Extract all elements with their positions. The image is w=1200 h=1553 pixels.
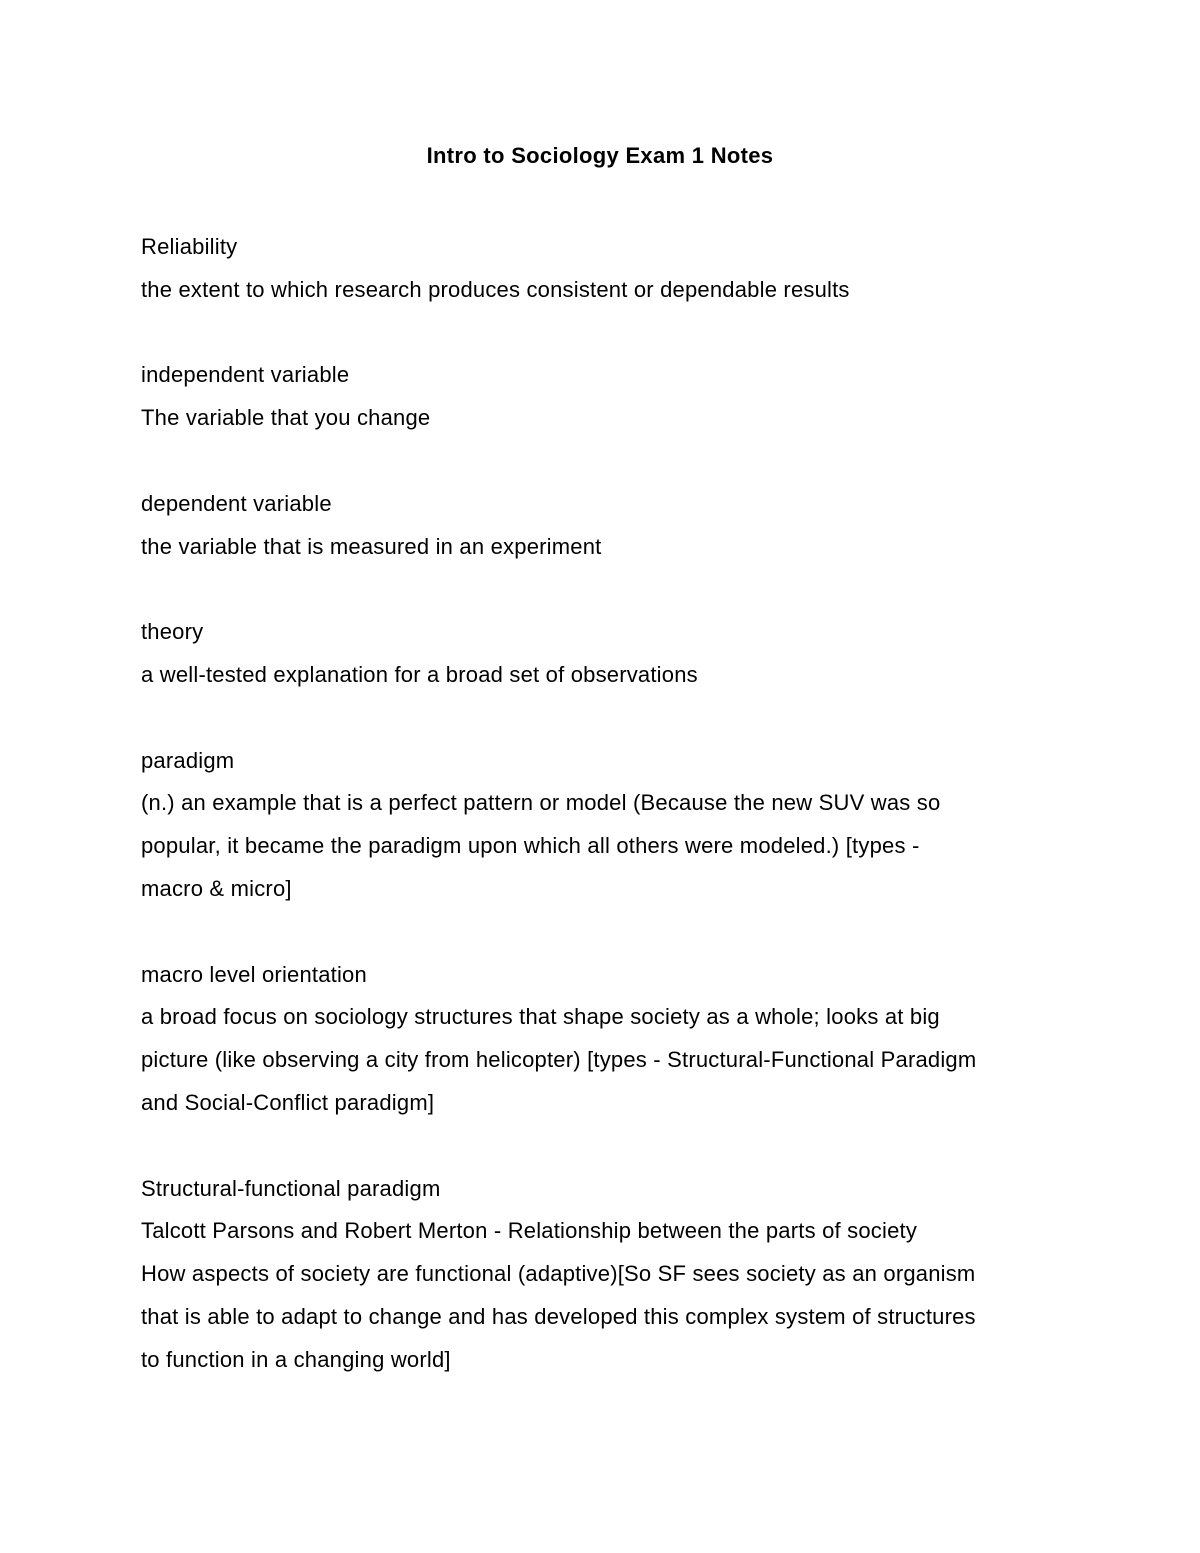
definition-line: a broad focus on sociology structures that shape society as a whole; looks at big [141, 1004, 940, 1030]
term-macro-level-orientation: macro level orientation [141, 961, 367, 987]
term-dependent-variable: dependent variable [141, 490, 332, 516]
definition-line: to function in a changing world] [141, 1346, 451, 1372]
paragraph-spacer [141, 1125, 1081, 1168]
paragraph-spacer [141, 312, 1081, 355]
definition-line: macro & micro] [141, 875, 292, 901]
definition-line: How aspects of society are functional (adaptive)[So SF sees society as an organism [141, 1261, 976, 1287]
paragraph-spacer [141, 911, 1081, 954]
term-theory: theory [141, 619, 204, 645]
definition-line: picture (like observing a city from helicopter) [types - Structural-Functional Paradigm [141, 1047, 977, 1073]
definition-line: the variable that is measured in an experiment [141, 533, 602, 559]
definition-line: and Social-Conflict paradigm] [141, 1089, 435, 1115]
definition-line: popular, it became the paradigm upon which all others were modeled.) [types - [141, 833, 920, 859]
paragraph-spacer [141, 440, 1081, 483]
term-reliability: Reliability [141, 234, 238, 259]
definition-line: the extent to which research produces consistent or dependable results [141, 276, 850, 302]
definition-line: The variable that you change [141, 405, 431, 431]
definition-line: Talcott Parsons and Robert Merton - Relationship between the parts of society [141, 1218, 918, 1244]
paragraph-spacer [141, 568, 1081, 611]
definition-line: (n.) an example that is a perfect pattern or model (Because the new SUV was so [141, 790, 941, 816]
term-independent-variable: independent variable [141, 362, 350, 388]
definition-line: that is able to adapt to change and has developed this complex system of structures [141, 1303, 976, 1329]
page-title: Intro to Sociology Exam 1 Notes [426, 143, 774, 168]
paragraph-spacer [141, 697, 1081, 740]
term-paradigm: paradigm [141, 747, 235, 773]
term-structural-functional-paradigm: Structural-functional paradigm [141, 1175, 441, 1201]
notes-body [141, 226, 1081, 1382]
definition-line: a well-tested explanation for a broad set of observations [141, 661, 698, 687]
